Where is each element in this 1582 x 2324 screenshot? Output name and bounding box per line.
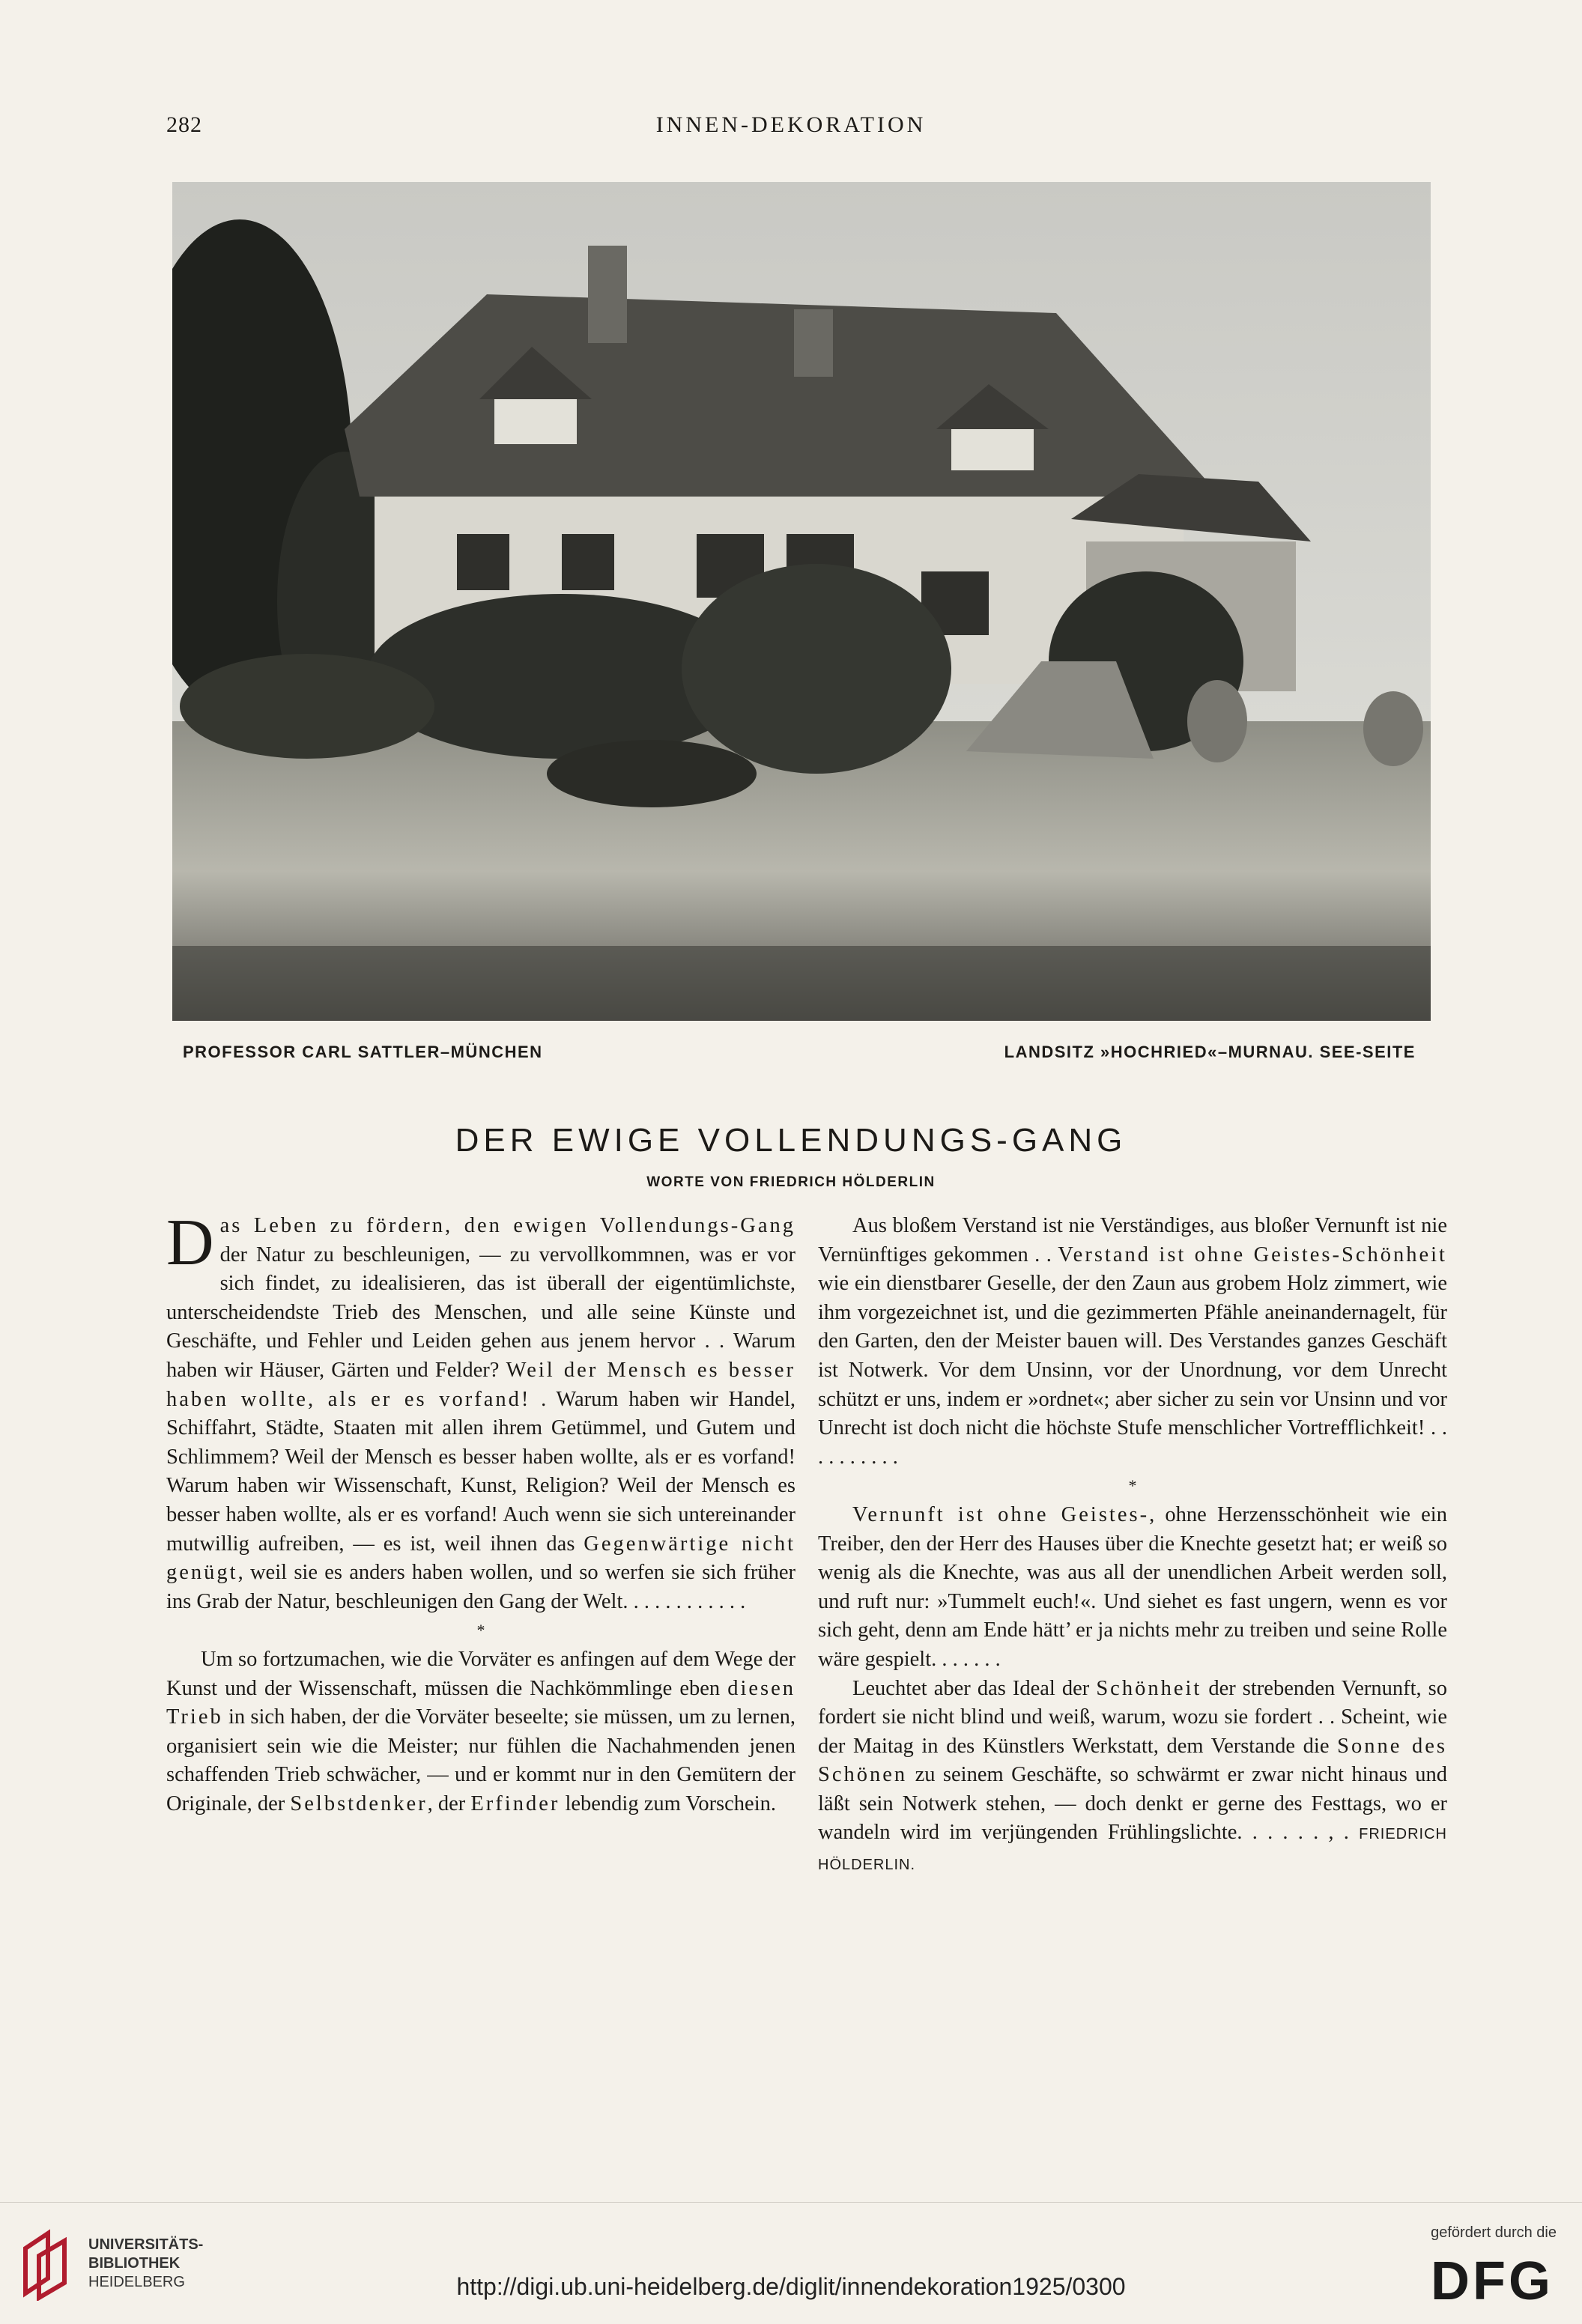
paragraph: Aus bloßem Verstand ist nie Verständiges, aus bloßer Vernunft ist nie Vernünftiges gekommen . . Verstand ist ohne Geistes-Schönheit wie ein dienstbarer Geselle, der den Zaun aus grobem Holz zimmert, wie ihm vorgezeichnet ist, und die gezimmerten Pfähle aneinandernagelt, für den Garten, den der Meister bauen will. Des Verstandes ganzes Geschäft ist Notwerk. Vor dem Unsinn, vor der Unordnung, vor dem Unrecht schützt er uns, indem er »ordnet«; aber sicher zu sein vor Unsinn und vor Unrecht ist doch nicht die höchste Stufe menschlicher Vortrefflichkeit! . . . . . . . . . . xyxy=(818,1214,1447,1469)
house-photograph xyxy=(172,182,1431,1021)
dfg-logo: DFG xyxy=(1431,2251,1554,2311)
article-byline: WORTE VON FRIEDRICH HÖLDERLIN xyxy=(646,1174,936,1190)
author-signature: FRIEDRICH HÖLDERLIN. xyxy=(818,1826,1447,1874)
permalink[interactable]: http://digi.ub.uni-heidelberg.de/diglit/innendekoration1925/0300 xyxy=(456,2273,1126,2300)
photo-caption-architect: PROFESSOR CARL SATTLER–MÜNCHEN xyxy=(183,1043,543,1061)
paragraph: Um so fortzumachen, wie die Vorväter es anfingen auf dem Wege der Kunst und der Wissenschaft, müssen die Nachkömmlinge eben diesen Trieb in sich haben, der die Vorväter beseelte; sie müssen, um zu lernen, organisiert sein wie die Meister; nur fühlen die Nachahmenden jenen schaffenden Trieb schwächer, — und er kommt nur in den Gemütern der Originale, der Selbstdenker, der Erfinder lebendig zum Vorschein. xyxy=(166,1647,795,1815)
paragraph: Vernunft ist ohne Geistes-, ohne Herzensschönheit wie ein Treiber, den der Herr des Hauses über die Knechte gesetzt hat; er weiß so wenig als die Knechte, was aus all der unendlichen Arbeit werden soll, und ruft nur: »Tummelt euch!«. Und siehet es fast ungern, wenn es vor sich geht, denn am Ende hätt’ er ja nichts mehr zu treiben und seine Rolle wäre gespielt. . . . . . . xyxy=(818,1502,1447,1671)
article-title: DER EWIGE VOLLENDUNGS-GANG xyxy=(455,1122,1127,1159)
page-number: 282 xyxy=(166,112,202,137)
paragraph: Das Leben zu fördern, den ewigen Vollendungs-Gang der Natur zu beschleunigen, — zu vervollkommnen, was er vor sich findet, zu idealisieren, das ist überall der eigentümlichste, unterscheidendste Trieb des Menschen, und alle seine Künste und Geschäfte, und Fehler und Leiden gehen aus jenem hervor . . Warum haben wir Häuser, Gärten und Felder? Weil der Mensch es besser haben wollte, als er es vorfand! . Warum haben wir Handel, Schiffahrt, Städte, Staaten mit allen ihrem Getümmel, und Gutem und Schlimmem? Weil der Mensch es besser haben wollte, als er es vorfand! Warum haben wir Wissenschaft, Kunst, Religion? Weil der Mensch es besser haben wollte, als er es vorfand! Auch wenn sie sich untereinander mutwillig aufreiben, — es ist, weil ihnen das Gegenwärtige nicht genügt, weil sie es anders haben wollen, und so werfen sie sich früher ins Grab der Natur, beschleunigen den Gang der Welt. . . . . . . . . . . . xyxy=(166,1207,796,1613)
section-star: * xyxy=(476,1621,485,1640)
footer-divider xyxy=(0,2202,1582,2203)
photo-caption-building: LANDSITZ »HOCHRIED«–MURNAU. SEE-SEITE xyxy=(1004,1043,1416,1061)
text-column-right xyxy=(818,1212,1447,1880)
funding-note: gefördert durch die xyxy=(1431,2224,1557,2241)
running-title: INNEN-DEKORATION xyxy=(655,112,927,137)
library-name: UNIVERSITÄTS- BIBLIOTHEK HEIDELBERG xyxy=(88,2236,204,2290)
text-column-left xyxy=(166,1207,796,1818)
drop-cap: D xyxy=(166,1207,214,1279)
paragraph: Leuchtet aber das Ideal der Schönheit der strebenden Vernunft, so fordert sie nicht blind und weiß, warum, wozu sie fordert . . Scheint, wie der Maitag in des Künstlers Werkstatt, dem Verstande die Sonne des Schönen zu seinem Geschäfte, so schwärmt er zwar nicht hinaus und läßt sein Notwerk stehen, — doch denkt er gerne des Festtags, wo er wandeln wird im verjüngenden Frühlingslichte. . . . . . , . FRIEDRICH HÖLDERLIN. xyxy=(818,1676,1448,1874)
section-star: * xyxy=(1128,1476,1137,1496)
